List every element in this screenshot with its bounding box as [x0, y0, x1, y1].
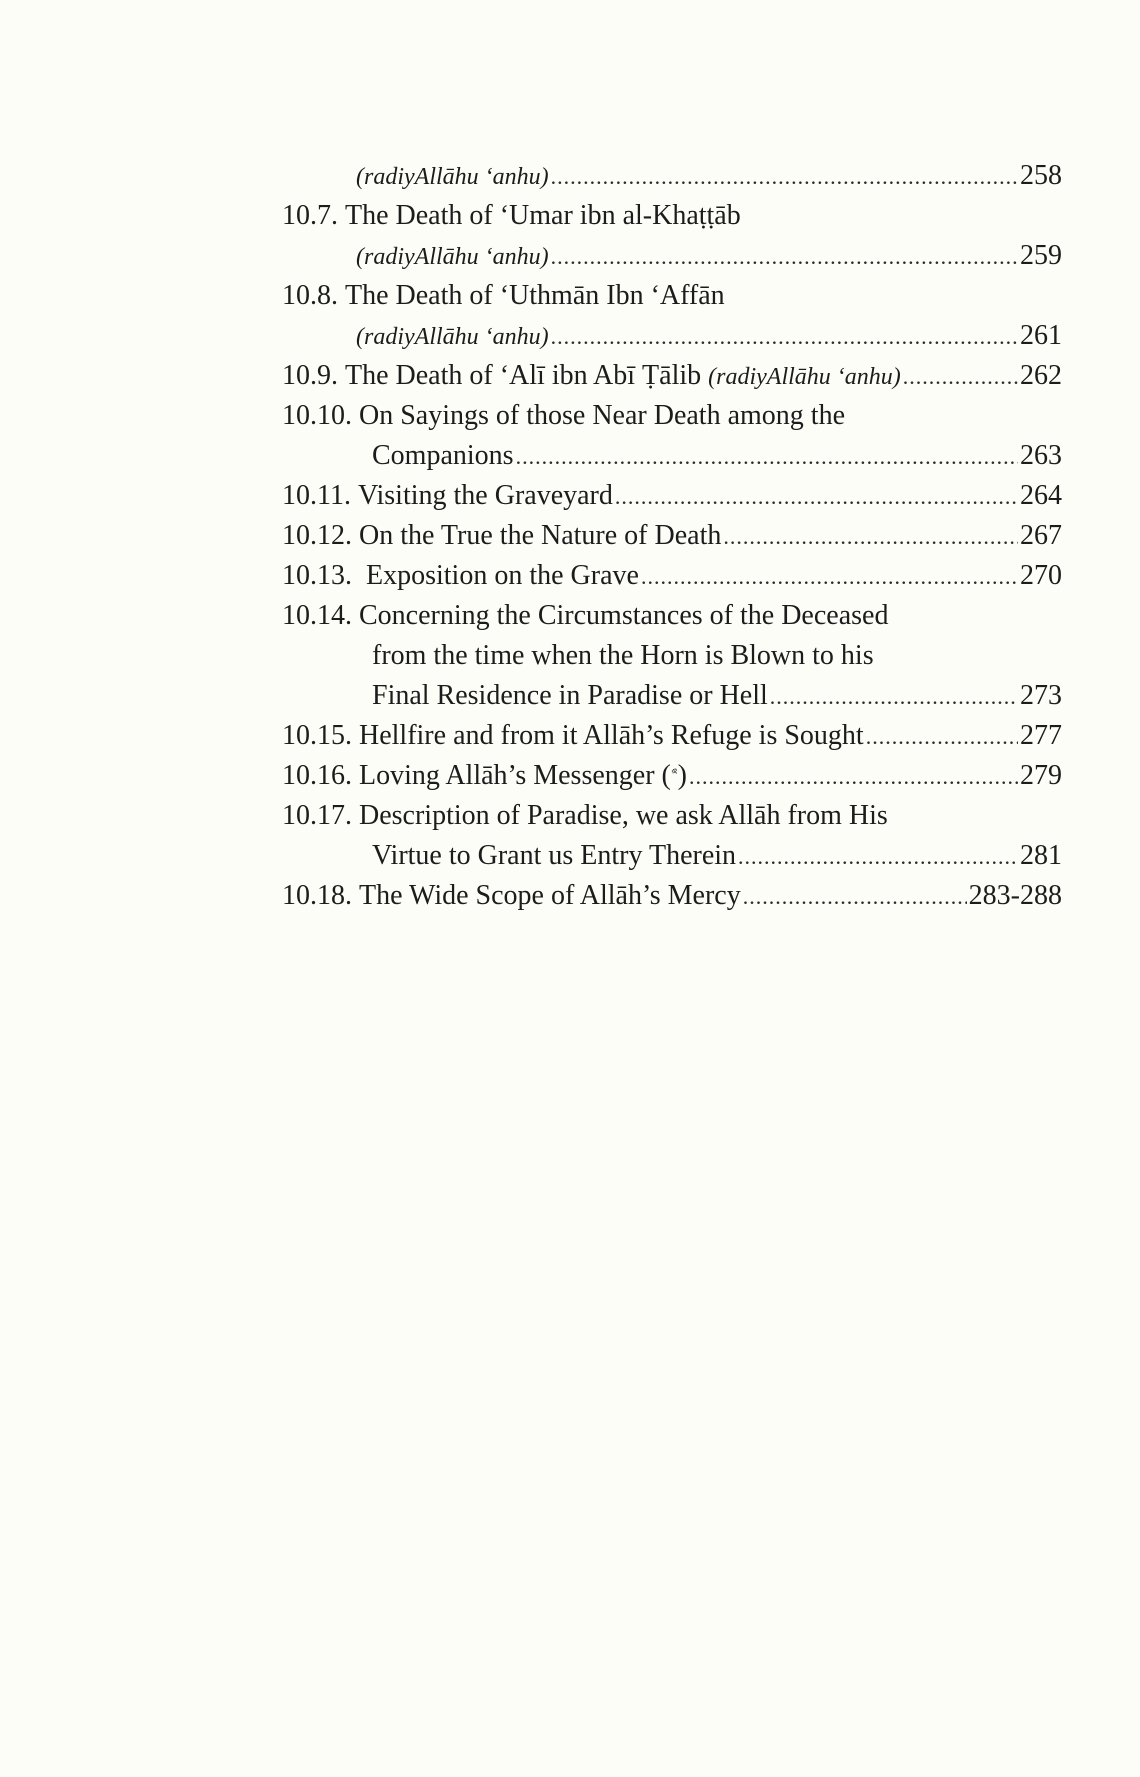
toc-entry-honorific: (radiyAllāhu ‘anhu): [708, 364, 901, 390]
toc-page-number: 258: [1020, 160, 1062, 191]
toc-entry-title: Hellfire and from it Allāh’s Refuge is Sought: [359, 720, 864, 751]
dot-leader: [551, 237, 1018, 277]
toc-entry-title: Virtue to Grant us Entry Therein: [372, 840, 737, 871]
toc-entry-number: 10.10.: [282, 400, 352, 431]
toc-entry-title: Loving Allāh’s Messenger: [359, 760, 655, 791]
toc-entry: [282, 396, 1062, 436]
dot-leader: [903, 357, 1018, 397]
toc-entry-title: On the True the Nature of Death: [359, 520, 722, 551]
toc-entry-number: 10.9.: [282, 360, 338, 391]
dot-leader: [615, 477, 1018, 517]
toc-entry-number: 10.15.: [282, 720, 352, 751]
dot-leader: [738, 837, 1018, 877]
dot-leader: [723, 517, 1018, 557]
toc-entry-title: from the time when the Horn is Blown to his: [372, 640, 874, 671]
paren-close: ): [677, 760, 687, 791]
toc-entry-title: The Death of ‘Alī ibn Abī Ṭālib: [345, 360, 702, 391]
toc-entry: [282, 356, 1062, 396]
toc-entry-number: 10.12.: [282, 520, 352, 551]
toc-entry-continuation: [282, 236, 1062, 276]
toc-entry: [282, 516, 1062, 556]
toc-entry-continuation: [282, 436, 1062, 476]
dot-leader: [743, 877, 967, 917]
toc-entry: [282, 876, 1062, 916]
toc-entry-honorific: (radiyAllāhu ‘anhu): [356, 324, 549, 350]
toc-page-number: 277: [1020, 720, 1062, 751]
dot-leader: [689, 757, 1018, 797]
toc-entry-number: 10.18.: [282, 880, 352, 911]
toc-page-number: 270: [1020, 560, 1062, 591]
dot-leader: [516, 437, 1018, 477]
toc-entry-continuation: [282, 636, 1062, 676]
toc-entry-title: The Wide Scope of Allāh’s Mercy: [359, 880, 741, 911]
toc-entry-continuation: [282, 836, 1062, 876]
toc-page-number: 267: [1020, 520, 1062, 551]
toc-entry-number: 10.14.: [282, 600, 352, 631]
toc-entry-honorific: (radiyAllāhu ‘anhu): [356, 244, 549, 270]
toc-entry-title: Exposition on the Grave: [366, 560, 639, 591]
toc-page-number: 261: [1020, 320, 1062, 351]
toc-entry: [282, 196, 1062, 236]
toc-entry: [282, 556, 1062, 596]
toc-entry-title: Concerning the Circumstances of the Deceased: [359, 600, 889, 631]
toc-page-number: 273: [1020, 680, 1062, 711]
salutation-glyph-icon: [671, 758, 678, 784]
toc-entry-title: Final Residence in Paradise or Hell: [372, 680, 768, 711]
toc-page-number: 281: [1020, 840, 1062, 871]
toc-entry-number: 10.17.: [282, 800, 352, 831]
toc-page-number: 264: [1020, 480, 1062, 511]
toc-entry: [282, 596, 1062, 636]
dot-leader: [551, 317, 1018, 357]
dot-leader: [770, 677, 1018, 717]
toc-entry: [282, 796, 1062, 836]
table-of-contents: [282, 156, 1062, 916]
toc-page-number: 262: [1020, 360, 1062, 391]
toc-entry-title: On Sayings of those Near Death among the: [359, 400, 845, 431]
toc-entry-continuation: [282, 316, 1062, 356]
toc-entry-number: 10.16.: [282, 760, 352, 791]
toc-entry: [282, 756, 1062, 796]
toc-entry-title: Description of Paradise, we ask Allāh from His: [359, 800, 888, 831]
toc-page-number: 263: [1020, 440, 1062, 471]
toc-entry-title: The Death of ‘Umar ibn al-Khaṭṭāb: [345, 200, 741, 231]
dot-leader: [551, 157, 1018, 197]
toc-entry-honorific: (radiyAllāhu ‘anhu): [356, 164, 549, 190]
toc-entry: [282, 476, 1062, 516]
toc-entry-number: 10.7.: [282, 200, 338, 231]
toc-entry-title: Companions: [372, 440, 514, 471]
toc-entry-number: 10.13.: [282, 560, 352, 591]
toc-page-number: 283-288: [968, 880, 1062, 911]
dot-leader: [641, 557, 1018, 597]
toc-entry-number: 10.11.: [282, 480, 351, 511]
toc-entry-title: Visiting the Graveyard: [357, 480, 613, 511]
toc-entry-title: The Death of ‘Uthmān Ibn ‘Affān: [345, 280, 725, 311]
toc-page-number: 279: [1020, 760, 1062, 791]
toc-entry-number: 10.8.: [282, 280, 338, 311]
dot-leader: [866, 717, 1018, 757]
toc-page-number: 259: [1020, 240, 1062, 271]
toc-entry-continuation: [282, 676, 1062, 716]
toc-entry: [282, 716, 1062, 756]
toc-entry-continuation: [282, 156, 1062, 196]
toc-entry: [282, 276, 1062, 316]
paren-open: (: [661, 760, 671, 791]
